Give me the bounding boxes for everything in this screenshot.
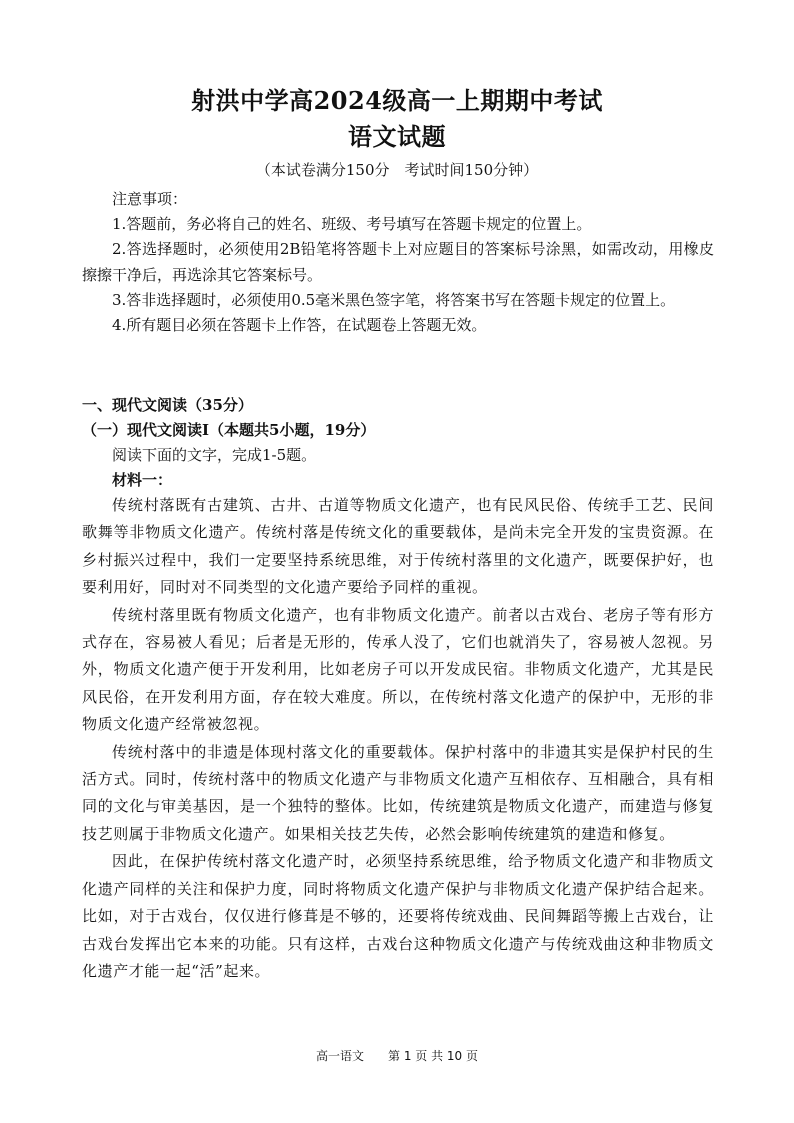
subject-title: 语文试题: [348, 122, 446, 151]
section-heading: 一、现代文阅读（35分）: [82, 396, 253, 414]
notes-block: [82, 187, 714, 338]
note-item: 4.所有题目必须在答题卡上作答，在试题卷上答题无效。: [112, 316, 487, 335]
note-item: 3.答非选择题时，必须使用0.5毫米黑色签字笔，将答案书写在答题卡规定的位置上。: [112, 290, 676, 309]
passage-paragraph: 传统村落里既有物质文化遗产，也有非物质文化遗产。前者以古戏台、老房子等有形方式存在，容易被人看见；后者是无形的，传承人没了，它们也就消失了，容易被人忽视。另外，物质文化遗产便于开发利用，比如老房子可以开发成民宿。非物质文化遗产，尤其是民风民俗，在开发利用方面，存在较大难度。所以，在传统村落文化遗产的保护中，无形的非物质文化遗产经常被忽视。: [82, 605, 714, 734]
page-footer: 高一语文 第 1 页 共 10 页: [316, 1049, 478, 1063]
sub-section-heading: （一）现代文阅读Ⅰ（本题共5小题，19分）: [82, 421, 376, 439]
passage-paragraph: 传统村落既有古建筑、古井、古道等物质文化遗产，也有民风民俗、传统手工艺、民间歌舞等非物质文化遗产。传统村落是传统文化的重要载体，是尚未完全开发的宝贵资源。在乡村振兴过程中，我们一定要坚持系统思维，对于传统村落里的文化遗产，既要保护好，也要利用好，同时对不同类型的文化遗产要给予同样的重视。: [82, 496, 714, 597]
note-item: 2.答选择题时，必须使用2B铅笔将答题卡上对应题目的答案标号涂黑，如需改动，用橡皮擦擦干净后，再选涂其它答案标号。: [82, 240, 714, 284]
exam-info: （本试卷满分150分 考试时间150分钟）: [255, 161, 539, 179]
note-item: 1.答题前，务必将自己的姓名、班级、考号填写在答题卡规定的位置上。: [112, 215, 592, 234]
reading-instruction: 阅读下面的文字，完成1-5题。: [112, 446, 317, 464]
exam-title: 射洪中学高2024级高一上期期中考试: [191, 86, 603, 115]
material-label: 材料一：: [112, 471, 173, 489]
notes-heading: 注意事项：: [112, 190, 188, 208]
passage-paragraph: 传统村落中的非遗是体现村落文化的重要载体。保护村落中的非遗其实是保护村民的生活方式。同时，传统村落中的物质文化遗产与非物质文化遗产互相依存、互相融合，具有相同的文化与审美基因，是一个独特的整体。比如，传统建筑是物质文化遗产，而建造与修复技艺则属于非物质文化遗产。如果相关技艺失传，必然会影响传统建筑的建造和修复。: [82, 742, 714, 843]
passage-paragraph: 因此，在保护传统村落文化遗产时，必须坚持系统思维，给予物质文化遗产和非物质文化遗产同样的关注和保护力度，同时将物质文化遗产保护与非物质文化遗产保护结合起来。比如，对于古戏台，仅仅进行修葺是不够的，还要将传统戏曲、民间舞蹈等搬上古戏台，让古戏台发挥出它本来的功能。只有这样，古戏台这种物质文化遗产与传统戏曲这种非物质文化遗产才能一起“活”起来。: [82, 852, 714, 980]
passage: [82, 492, 714, 985]
